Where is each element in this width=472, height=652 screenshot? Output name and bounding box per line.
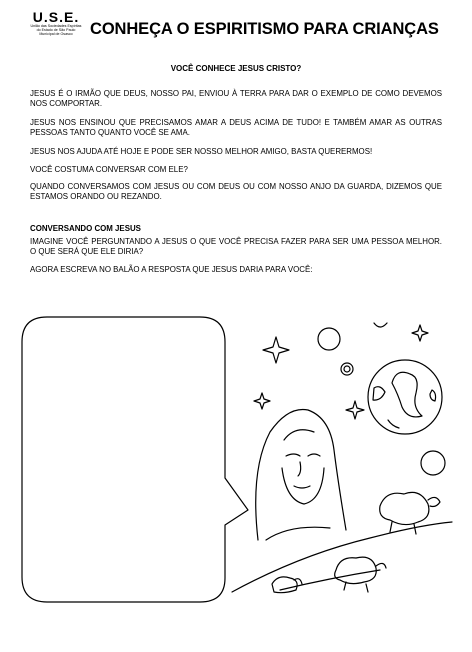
sheep-icon [335,557,386,592]
sheep-icon [380,492,440,534]
star-icon [263,337,289,363]
planet-icon [318,328,340,350]
star-icon [254,393,270,409]
paragraph: JESUS NOS ENSINOU QUE PRECISAMOS AMAR A DEUS ACIMA DE TUDO! E TAMBÉM AMAR AS OUTRAS PESSOAS TANTO QUANTO VOCÊ SE AMA. [30,118,442,137]
sheep-icon [272,577,302,593]
speech-balloon[interactable] [22,317,248,602]
moon-icon [421,451,445,475]
earth-globe-icon [368,360,442,434]
paragraph: JESUS É O IRMÃO QUE DEUS, NOSSO PAI, ENVIOU À TERRA PARA DAR O EXEMPLO DE COMO DEVEMOS NOS COMPORTAR. [30,89,442,108]
crescent-moon-icon [374,323,387,327]
logo-mark: U.S.E. [32,9,80,25]
paragraph: JESUS NOS AJUDA ATÉ HOJE E PODE SER NOSSO MELHOR AMIGO, BASTA QUERERMOS! [30,147,373,156]
paragraph: IMAGINE VOCÊ PERGUNTANDO A JESUS O QUE VOCÊ PRECISA FAZER PARA SER UMA PESSOA MELHOR. O QUE SERÁ QUE ELE DIRIA? [30,237,442,256]
page-subtitle: VOCÊ CONHECE JESUS CRISTO? [170,64,302,73]
star-icon [412,325,428,341]
logo-line: Municipal de Osasco [39,32,73,37]
paragraph: AGORA ESCREVA NO BALÃO A RESPOSTA QUE JESUS DARIA PARA VOCÊ: [30,265,313,274]
logo-line: do Estado de São Paulo [36,28,76,33]
spiral-galaxy-icon [341,363,353,375]
star-icon [346,401,364,419]
paragraph: VOCÊ COSTUMA CONVERSAR COM ELE? [30,165,188,174]
jesus-figure [256,409,346,540]
page-title: CONHEÇA O ESPIRITISMO PARA CRIANÇAS [90,20,439,38]
paragraph: QUANDO CONVERSAMOS COM JESUS OU COM DEUS OU COM NOSSO ANJO DA GUARDA, DIZEMOS QUE ESTAMOS ORANDO OU REZANDO. [30,182,442,201]
logo-line: União das Sociedades Espíritas [30,24,82,28]
section-heading: CONVERSANDO COM JESUS [30,224,141,233]
